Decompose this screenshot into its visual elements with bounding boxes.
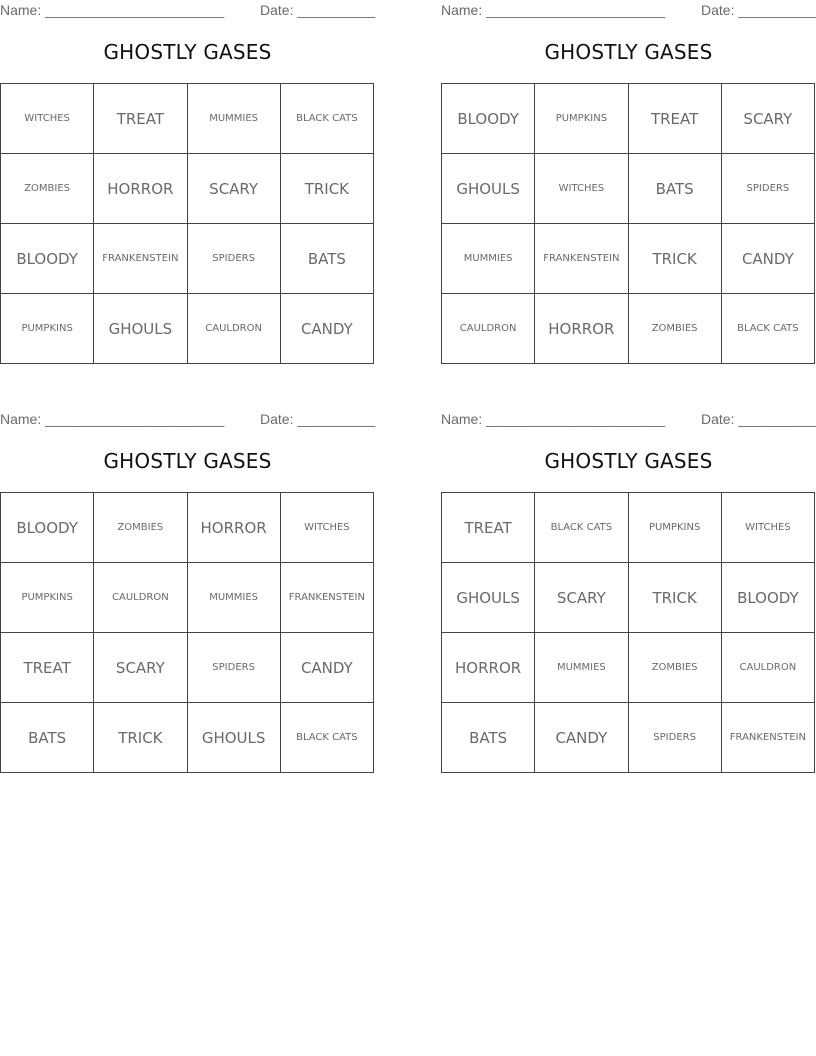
grid-row [442, 154, 815, 224]
bingo-cell: CAULDRON [442, 294, 535, 364]
bingo-cell: WITCHES [721, 493, 814, 563]
bingo-cell: MUMMIES [187, 84, 280, 154]
bingo-grid [441, 83, 815, 364]
bingo-cell: TREAT [442, 493, 535, 563]
bingo-cell: ZOMBIES [1, 154, 94, 224]
bingo-cell: BATS [442, 703, 535, 773]
bingo-cell: BATS [1, 703, 94, 773]
bingo-cell: TRICK [628, 224, 721, 294]
bingo-grid [0, 83, 374, 364]
bingo-cell: GHOULS [187, 703, 280, 773]
bingo-cell: BLOODY [1, 493, 94, 563]
bingo-cell: BLOODY [442, 84, 535, 154]
bingo-grid [0, 492, 374, 773]
bingo-cell: ZOMBIES [628, 294, 721, 364]
card-header [0, 409, 375, 429]
bingo-cell: CANDY [280, 633, 373, 703]
bingo-cell: TRICK [94, 703, 187, 773]
grid-row [442, 224, 815, 294]
bingo-cell: BATS [280, 224, 373, 294]
date-field: Date: __________ [260, 411, 376, 427]
bingo-cell: SCARY [187, 154, 280, 224]
bingo-cell: ZOMBIES [94, 493, 187, 563]
grid-row [442, 493, 815, 563]
bingo-cell: CANDY [535, 703, 628, 773]
date-field: Date: __________ [701, 2, 816, 18]
bingo-cell: SCARY [535, 563, 628, 633]
date-field: Date: __________ [701, 411, 816, 427]
bingo-cell: WITCHES [535, 154, 628, 224]
bingo-card [0, 0, 376, 338]
grid-row [1, 633, 374, 703]
card-title: GHOSTLY GASES [544, 40, 713, 64]
bingo-cell: WITCHES [1, 84, 94, 154]
bingo-cell: GHOULS [442, 154, 535, 224]
bingo-cell: PUMPKINS [1, 294, 94, 364]
bingo-cell: MUMMIES [535, 633, 628, 703]
date-field: Date: __________ [260, 2, 376, 18]
bingo-cell: ZOMBIES [628, 633, 721, 703]
bingo-cell: TRICK [280, 154, 373, 224]
bingo-cell: FRANKENSTEIN [535, 224, 628, 294]
bingo-card [441, 409, 816, 747]
bingo-cell: BLOODY [1, 224, 94, 294]
bingo-cell: SPIDERS [187, 633, 280, 703]
bingo-cell: MUMMIES [442, 224, 535, 294]
grid-row [1, 154, 374, 224]
grid-row [442, 84, 815, 154]
bingo-cell: BATS [628, 154, 721, 224]
bingo-cell: HORROR [535, 294, 628, 364]
grid-row [1, 224, 374, 294]
bingo-cell: SPIDERS [187, 224, 280, 294]
bingo-cell: CAULDRON [187, 294, 280, 364]
bingo-cell: CANDY [721, 224, 814, 294]
bingo-cell: BLOODY [721, 563, 814, 633]
bingo-cell: HORROR [94, 154, 187, 224]
name-field: Name: _______________________ [441, 411, 666, 427]
bingo-cell: GHOULS [442, 563, 535, 633]
grid-row [442, 703, 815, 773]
grid-row [1, 84, 374, 154]
card-title: GHOSTLY GASES [103, 449, 272, 473]
bingo-card [0, 409, 376, 747]
card-title: GHOSTLY GASES [544, 449, 713, 473]
bingo-cell: HORROR [442, 633, 535, 703]
name-field: Name: _______________________ [0, 2, 225, 18]
bingo-cell: TRICK [628, 563, 721, 633]
bingo-cell: SPIDERS [721, 154, 814, 224]
grid-row [1, 563, 374, 633]
bingo-cell: WITCHES [280, 493, 373, 563]
bingo-cell: FRANKENSTEIN [721, 703, 814, 773]
bingo-cell: PUMPKINS [535, 84, 628, 154]
grid-row [1, 493, 374, 563]
bingo-grid [441, 492, 815, 773]
bingo-cell: FRANKENSTEIN [94, 224, 187, 294]
name-field: Name: _______________________ [441, 2, 666, 18]
bingo-cell: TREAT [94, 84, 187, 154]
name-field: Name: _______________________ [0, 411, 225, 427]
bingo-cell: BLACK CATS [280, 703, 373, 773]
grid-row [442, 633, 815, 703]
bingo-card [441, 0, 816, 338]
bingo-cell: SPIDERS [628, 703, 721, 773]
grid-row [1, 703, 374, 773]
bingo-cell: PUMPKINS [628, 493, 721, 563]
bingo-cell: SCARY [721, 84, 814, 154]
bingo-cell: TREAT [1, 633, 94, 703]
bingo-cell: TREAT [628, 84, 721, 154]
bingo-cell: PUMPKINS [1, 563, 94, 633]
grid-row [1, 294, 374, 364]
bingo-cell: HORROR [187, 493, 280, 563]
bingo-cell: GHOULS [94, 294, 187, 364]
bingo-cell: CANDY [280, 294, 373, 364]
bingo-cell: MUMMIES [187, 563, 280, 633]
grid-row [442, 294, 815, 364]
bingo-cell: CAULDRON [721, 633, 814, 703]
card-header [441, 409, 816, 429]
bingo-cell: SCARY [94, 633, 187, 703]
grid-row [442, 563, 815, 633]
bingo-cell: CAULDRON [94, 563, 187, 633]
card-title: GHOSTLY GASES [103, 40, 272, 64]
bingo-cell: FRANKENSTEIN [280, 563, 373, 633]
bingo-cell: BLACK CATS [280, 84, 373, 154]
card-header [441, 0, 816, 20]
bingo-cell: BLACK CATS [721, 294, 814, 364]
bingo-cell: BLACK CATS [535, 493, 628, 563]
card-header [0, 0, 375, 20]
